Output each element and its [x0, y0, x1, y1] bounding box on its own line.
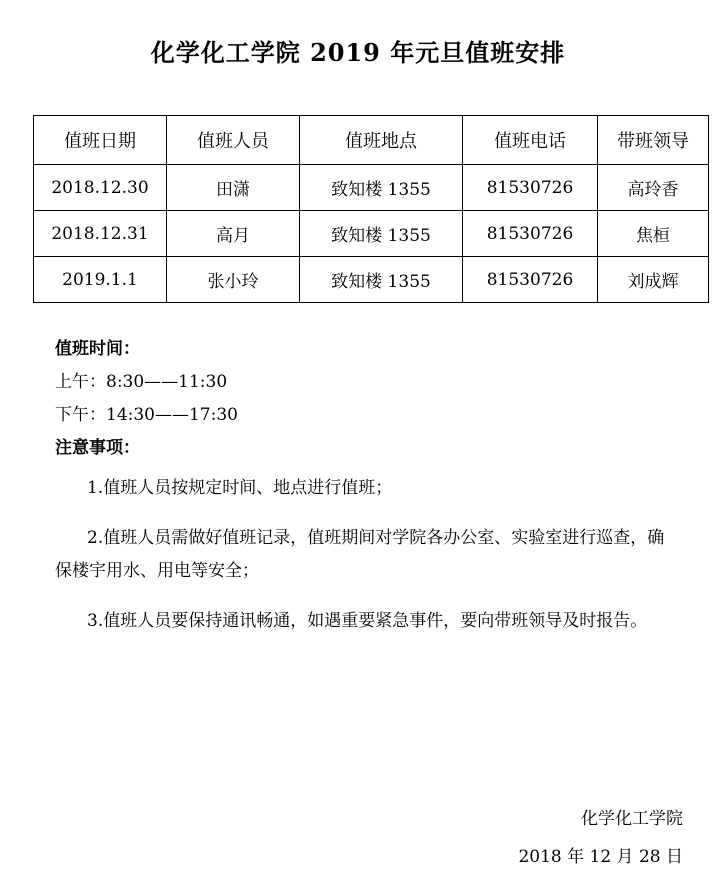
cell-date: 2018.12.31 [34, 211, 167, 257]
cell-place: 致知楼 1355 [300, 165, 463, 211]
note-item-2: 2.值班人员需做好值班记录，值班期间对学院各办公室、实验室进行巡查，确保楼宇用水、用电等安全； [55, 527, 665, 581]
cell-leader: 高玲香 [598, 165, 709, 211]
duty-time-morning: 上午：8:30——11:30 [55, 372, 228, 393]
duty-schedule-table [33, 115, 709, 303]
cell-leader: 焦桓 [598, 211, 709, 257]
document-body [0, 333, 716, 638]
cell-person: 高月 [167, 211, 300, 257]
column-header-leader: 带班领导 [598, 116, 709, 165]
column-header-date: 值班日期 [34, 116, 167, 165]
cell-phone: 81530726 [463, 257, 598, 303]
table-header [34, 116, 709, 165]
cell-place: 致知楼 1355 [300, 211, 463, 257]
cell-place: 致知楼 1355 [300, 257, 463, 303]
cell-phone: 81530726 [463, 211, 598, 257]
notes-heading: 注意事项： [55, 438, 140, 459]
signature-block [518, 801, 683, 876]
cell-phone: 81530726 [463, 165, 598, 211]
duty-time-heading: 值班时间： [55, 339, 140, 359]
table-row [34, 165, 709, 211]
column-header-phone: 值班电话 [463, 116, 598, 165]
duty-time-afternoon: 下午：14:30——17:30 [55, 405, 238, 426]
page-title: 化学化工学院 2019 年元旦值班安排 [150, 38, 566, 67]
table-body [34, 165, 709, 303]
cell-leader: 刘成辉 [598, 257, 709, 303]
cell-person: 田潇 [167, 165, 300, 211]
note-item-1: 1.值班人员按规定时间、地点进行值班； [87, 477, 393, 498]
note-item-3: 3.值班人员要保持通讯畅通，如遇重要紧急事件，要向带班领导及时报告。 [87, 610, 648, 631]
table-row [34, 257, 709, 303]
table-header-row [34, 116, 709, 165]
cell-date: 2018.12.30 [34, 165, 167, 211]
document-page [0, 33, 716, 886]
cell-date: 2019.1.1 [34, 257, 167, 303]
column-header-place: 值班地点 [300, 116, 463, 165]
signature-date: 2018 年 12 月 28 日 [518, 846, 683, 867]
signature-department: 化学化工学院 [581, 809, 683, 830]
cell-person: 张小玲 [167, 257, 300, 303]
column-header-person: 值班人员 [167, 116, 300, 165]
duty-table-container [0, 115, 716, 303]
table-row [34, 211, 709, 257]
